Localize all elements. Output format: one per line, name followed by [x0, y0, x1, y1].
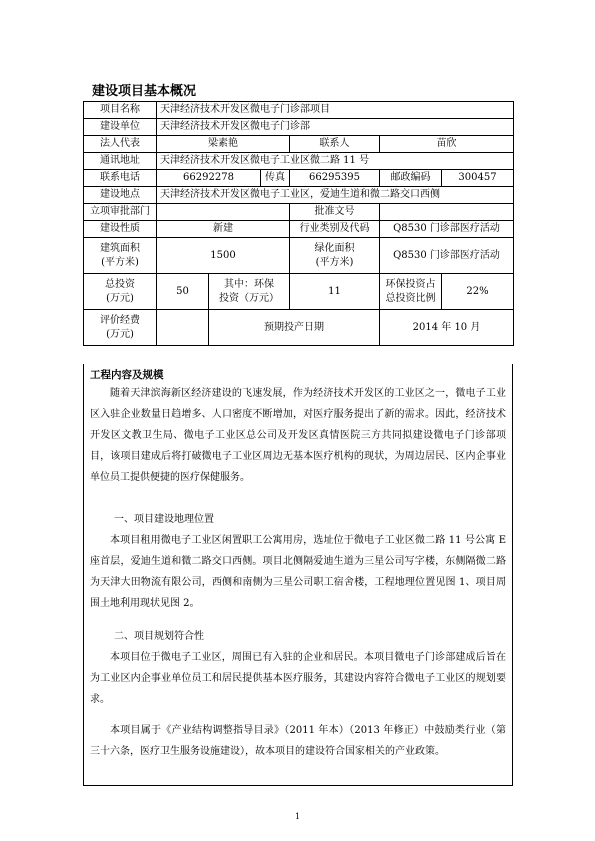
phone-label: 联系电话	[84, 170, 157, 187]
builder-value: 天津经济技术开发区微电子门诊部	[157, 119, 514, 136]
section-title: 工程内容及规模	[90, 369, 164, 381]
eval-fee-value	[157, 310, 209, 346]
table-row	[84, 274, 514, 310]
fax-label: 传真	[261, 170, 290, 187]
postcode-value: 300457	[442, 170, 514, 187]
project-name-value: 天津经济技术开发区微电子门诊部项目	[157, 102, 514, 119]
building-area-label: 建筑面积 (平方米)	[84, 238, 157, 274]
page-number: 1	[294, 812, 301, 821]
green-area-label: 绿化面积 (平方米)	[290, 238, 380, 274]
env-invest-label: 其中：环保 投资（万元）	[209, 274, 290, 310]
industry-label: 行业类别及代码	[290, 221, 380, 238]
table-row	[84, 170, 514, 187]
contact-value: 苗欣	[380, 136, 514, 153]
nature-label: 建设性质	[84, 221, 157, 238]
total-invest-label: 总投资 (万元)	[84, 274, 157, 310]
postcode-label: 邮政编码	[380, 170, 442, 187]
policy-paragraph: 本项目属于《产业结构调整指导目录》（2011 年本）（2013 年修正）中鼓励类行业（第三十六条，医疗卫生服务设施建设），故本项目的建设符合国家相关的产业政策。	[90, 725, 506, 757]
env-ratio-value: 22%	[442, 274, 514, 310]
building-area-value: 1500	[157, 238, 290, 274]
start-date-value: 2014 年 10 月	[380, 310, 514, 346]
env-ratio-label: 环保投资占 总投资比例	[380, 274, 442, 310]
builder-label: 建设单位	[84, 119, 157, 136]
planning-paragraph: 本项目位于微电子工业区，周围已有入驻的企业和居民。本项目微电子门诊部建成后旨在为工业区内企事业单位员工和居民提供基本医疗服务，其建设内容符合微电子工业区的规划要求。	[90, 652, 506, 705]
contact-label: 联系人	[290, 136, 380, 153]
phone-value: 66292278	[157, 170, 261, 187]
location-value: 天津经济技术开发区微电子工业区，爱迪生道和微二路交口西侧	[157, 187, 514, 204]
legal-rep-value: 梁素艳	[157, 136, 290, 153]
table-row	[84, 204, 514, 221]
table-row	[84, 102, 514, 119]
approval-dept-value	[157, 204, 290, 221]
total-invest-value: 50	[157, 274, 209, 310]
project-name-label: 项目名称	[84, 102, 157, 119]
table-row	[84, 238, 514, 274]
page-title: 建设项目基本概况	[92, 84, 197, 99]
intro-paragraph: 随着天津滨海新区经济建设的飞速发展，作为经济技术开发区的工业区之一，微电子工业区入驻企业数量日趋增多、人口密度不断增加，对医疗服务提出了新的需求。因此，经济技术开发区文教卫生局、微电子工业区总公司及开发区真情医院三方共同拟建设微电子门诊部项目，该项目建成后将打破微电子工业区周边无基本医疗机构的现状，为周边居民、区内企事业单位员工提供便捷的医疗保健服务。	[90, 388, 506, 483]
table-row	[84, 187, 514, 204]
nature-value: 新建	[157, 221, 290, 238]
table-row	[84, 119, 514, 136]
env-invest-value: 11	[290, 274, 380, 310]
table-row	[84, 221, 514, 238]
industry-value: Q8530 门诊部医疗活动	[380, 221, 514, 238]
legal-rep-label: 法人代表	[84, 136, 157, 153]
table-row	[84, 153, 514, 170]
location-label: 建设地点	[84, 187, 157, 204]
green-area-value: Q8530 门诊部医疗活动	[380, 238, 514, 274]
address-label: 通讯地址	[84, 153, 157, 170]
approval-no-label: 批准文号	[290, 204, 380, 221]
address-value: 天津经济技术开发区微电子工业区微二路 11 号	[157, 153, 514, 170]
table-row	[84, 136, 514, 153]
fax-value: 66295395	[290, 170, 380, 187]
location-paragraph: 本项目租用微电子工业区闲置职工公寓用房，选址位于微电子工业区微二路 11 号公寓 E 座首层，爱迪生道和微二路交口西侧。项目北侧隔爱迪生道为三星公司写字楼，东侧隔微二路为天津大田物流有限公司，西侧和南侧为三星公司职工宿舍楼，工程地理位置见图 1、项目周围土地利用现状见图 2。	[90, 535, 506, 609]
approval-no-value	[380, 204, 514, 221]
content-section	[83, 364, 513, 786]
heading-location: 一、项目建设地理位置	[114, 514, 214, 525]
project-info-table	[83, 101, 514, 346]
start-date-label: 预期投产日期	[209, 310, 380, 346]
heading-planning: 二、项目规划符合性	[114, 631, 204, 642]
eval-fee-label: 评价经费 (万元)	[84, 310, 157, 346]
approval-dept-label: 立项审批部门	[84, 204, 157, 221]
table-row	[84, 310, 514, 346]
